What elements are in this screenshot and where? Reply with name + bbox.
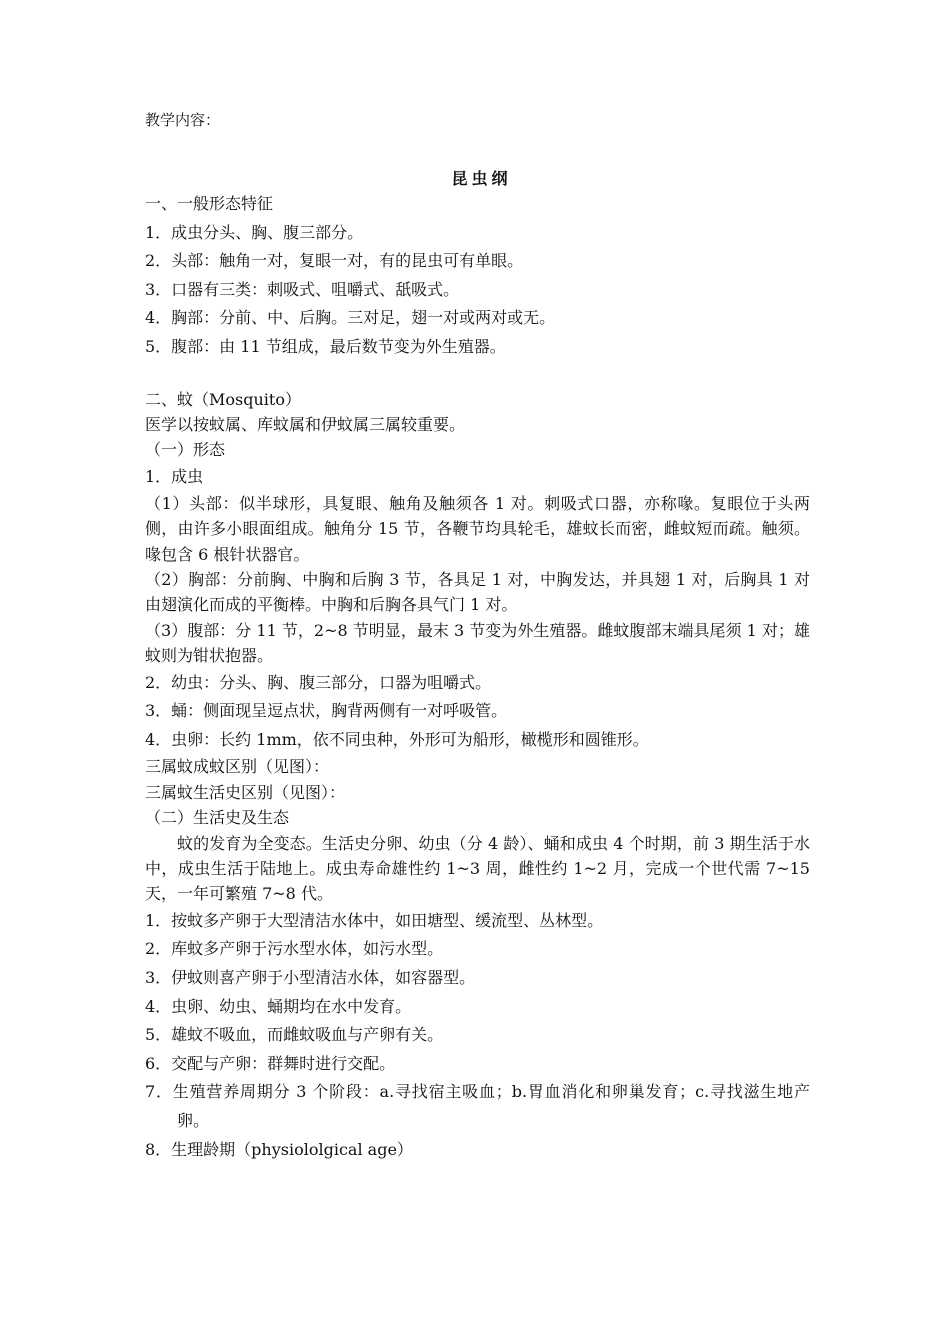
- section2-heading: 二、蚊（Mosquito）: [145, 389, 301, 409]
- list-item: 5．雄蚊不吸血，而雌蚊吸血与产卵有关。: [145, 1025, 444, 1045]
- page-title: 昆虫纲: [451, 169, 512, 188]
- list-item: 4．虫卵、幼虫、蛹期均在水中发育。: [145, 996, 412, 1016]
- section1-heading: 一、一般形态特征: [145, 194, 274, 213]
- list-item: 8．生理龄期（physiololgical age）: [145, 1139, 413, 1159]
- adult-heading: 1．成虫: [145, 466, 204, 486]
- list-item: 4．胸部：分前、中、后胸。三对足，翅一对或两对或无。: [145, 308, 556, 328]
- list-item: 7．生殖营养周期分 3 个阶段：a.寻找宿主吸血；b.胃血消化和卵巢发育；c.寻找滋生地产卵。: [145, 1082, 810, 1130]
- header-label: 教学内容：: [145, 111, 221, 129]
- list-item: 3．蛹：侧面现呈逗点状，胸背两侧有一对呼吸管。: [145, 701, 508, 721]
- lifecycle-paragraph: 蚊的发育为全变态。生活史分卵、幼虫（分 4 龄）、蛹和成虫 4 个时期，前 3 期生活于水中，成虫生活于陆地上。成虫寿命雄性约 1~3 周，雌性约 1~2 月，完成一个世代需 7~15 天，一年可繁殖 7~8 代。: [145, 833, 810, 904]
- list-item: 4．虫卵：长约 1mm，依不同虫种，外形可为船形，橄榄形和圆锥形。: [145, 729, 649, 749]
- list-item: 1．按蚊多产卵于大型清洁水体中，如田塘型、缓流型、丛林型。: [145, 910, 604, 930]
- list-item: 6．交配与产卵：群舞时进行交配。: [145, 1053, 396, 1073]
- subheading-lifecycle: （二）生活史及生态: [145, 808, 290, 828]
- subheading-morphology: （一）形态: [145, 440, 226, 460]
- section2-intro: 医学以按蚊属、库蚊属和伊蚊属三属较重要。: [145, 414, 466, 434]
- thorax-paragraph: （2）胸部：分前胸、中胸和后胸 3 节，各具足 1 对，中胸发达，并具翅 1 对，后胸具 1 对由翅演化而成的平衡棒。中胸和后胸各具气门 1 对。: [145, 570, 810, 615]
- list-item: 3．伊蚊则喜产卵于小型清洁水体，如容器型。: [145, 968, 476, 988]
- list-item: 1．成虫分头、胸、腹三部分。: [145, 222, 364, 242]
- list-item: 2．库蚊多产卵于污水型水体，如污水型。: [145, 939, 444, 959]
- section-spacer: [145, 362, 810, 387]
- list-item: 5．腹部：由 11 节组成，最后数节变为外生殖器。: [145, 336, 506, 356]
- list-item: 2．头部：触角一对，复眼一对，有的昆虫可有单眼。: [145, 251, 524, 271]
- list-item: 2．幼虫：分头、胸、腹三部分，口器为咀嚼式。: [145, 672, 492, 692]
- adult-difference-note: 三属蚊成蚊区别（见图）：: [145, 757, 330, 777]
- lifecycle-difference-note: 三属蚊生活史区别（见图）：: [145, 782, 346, 802]
- document-page: [145, 110, 810, 1164]
- list-item: 3．口器有三类：刺吸式、咀嚼式、舐吸式。: [145, 279, 460, 299]
- abdomen-paragraph: （3）腹部：分 11 节，2~8 节明显，最末 3 节变为外生殖器。雌蚊腹部末端具尾须 1 对；雄蚊则为钳状抱器。: [145, 620, 810, 666]
- head-paragraph: （1）头部：似半球形，具复眼、触角及触须各 1 对。刺吸式口器，亦称喙。复眼位于头两侧，由许多小眼面组成。触角分 15 节，各鞭节均具轮毛，雄蚊长而密，雌蚊短而疏。触须。喙包含 6 根针状器官。: [145, 493, 810, 564]
